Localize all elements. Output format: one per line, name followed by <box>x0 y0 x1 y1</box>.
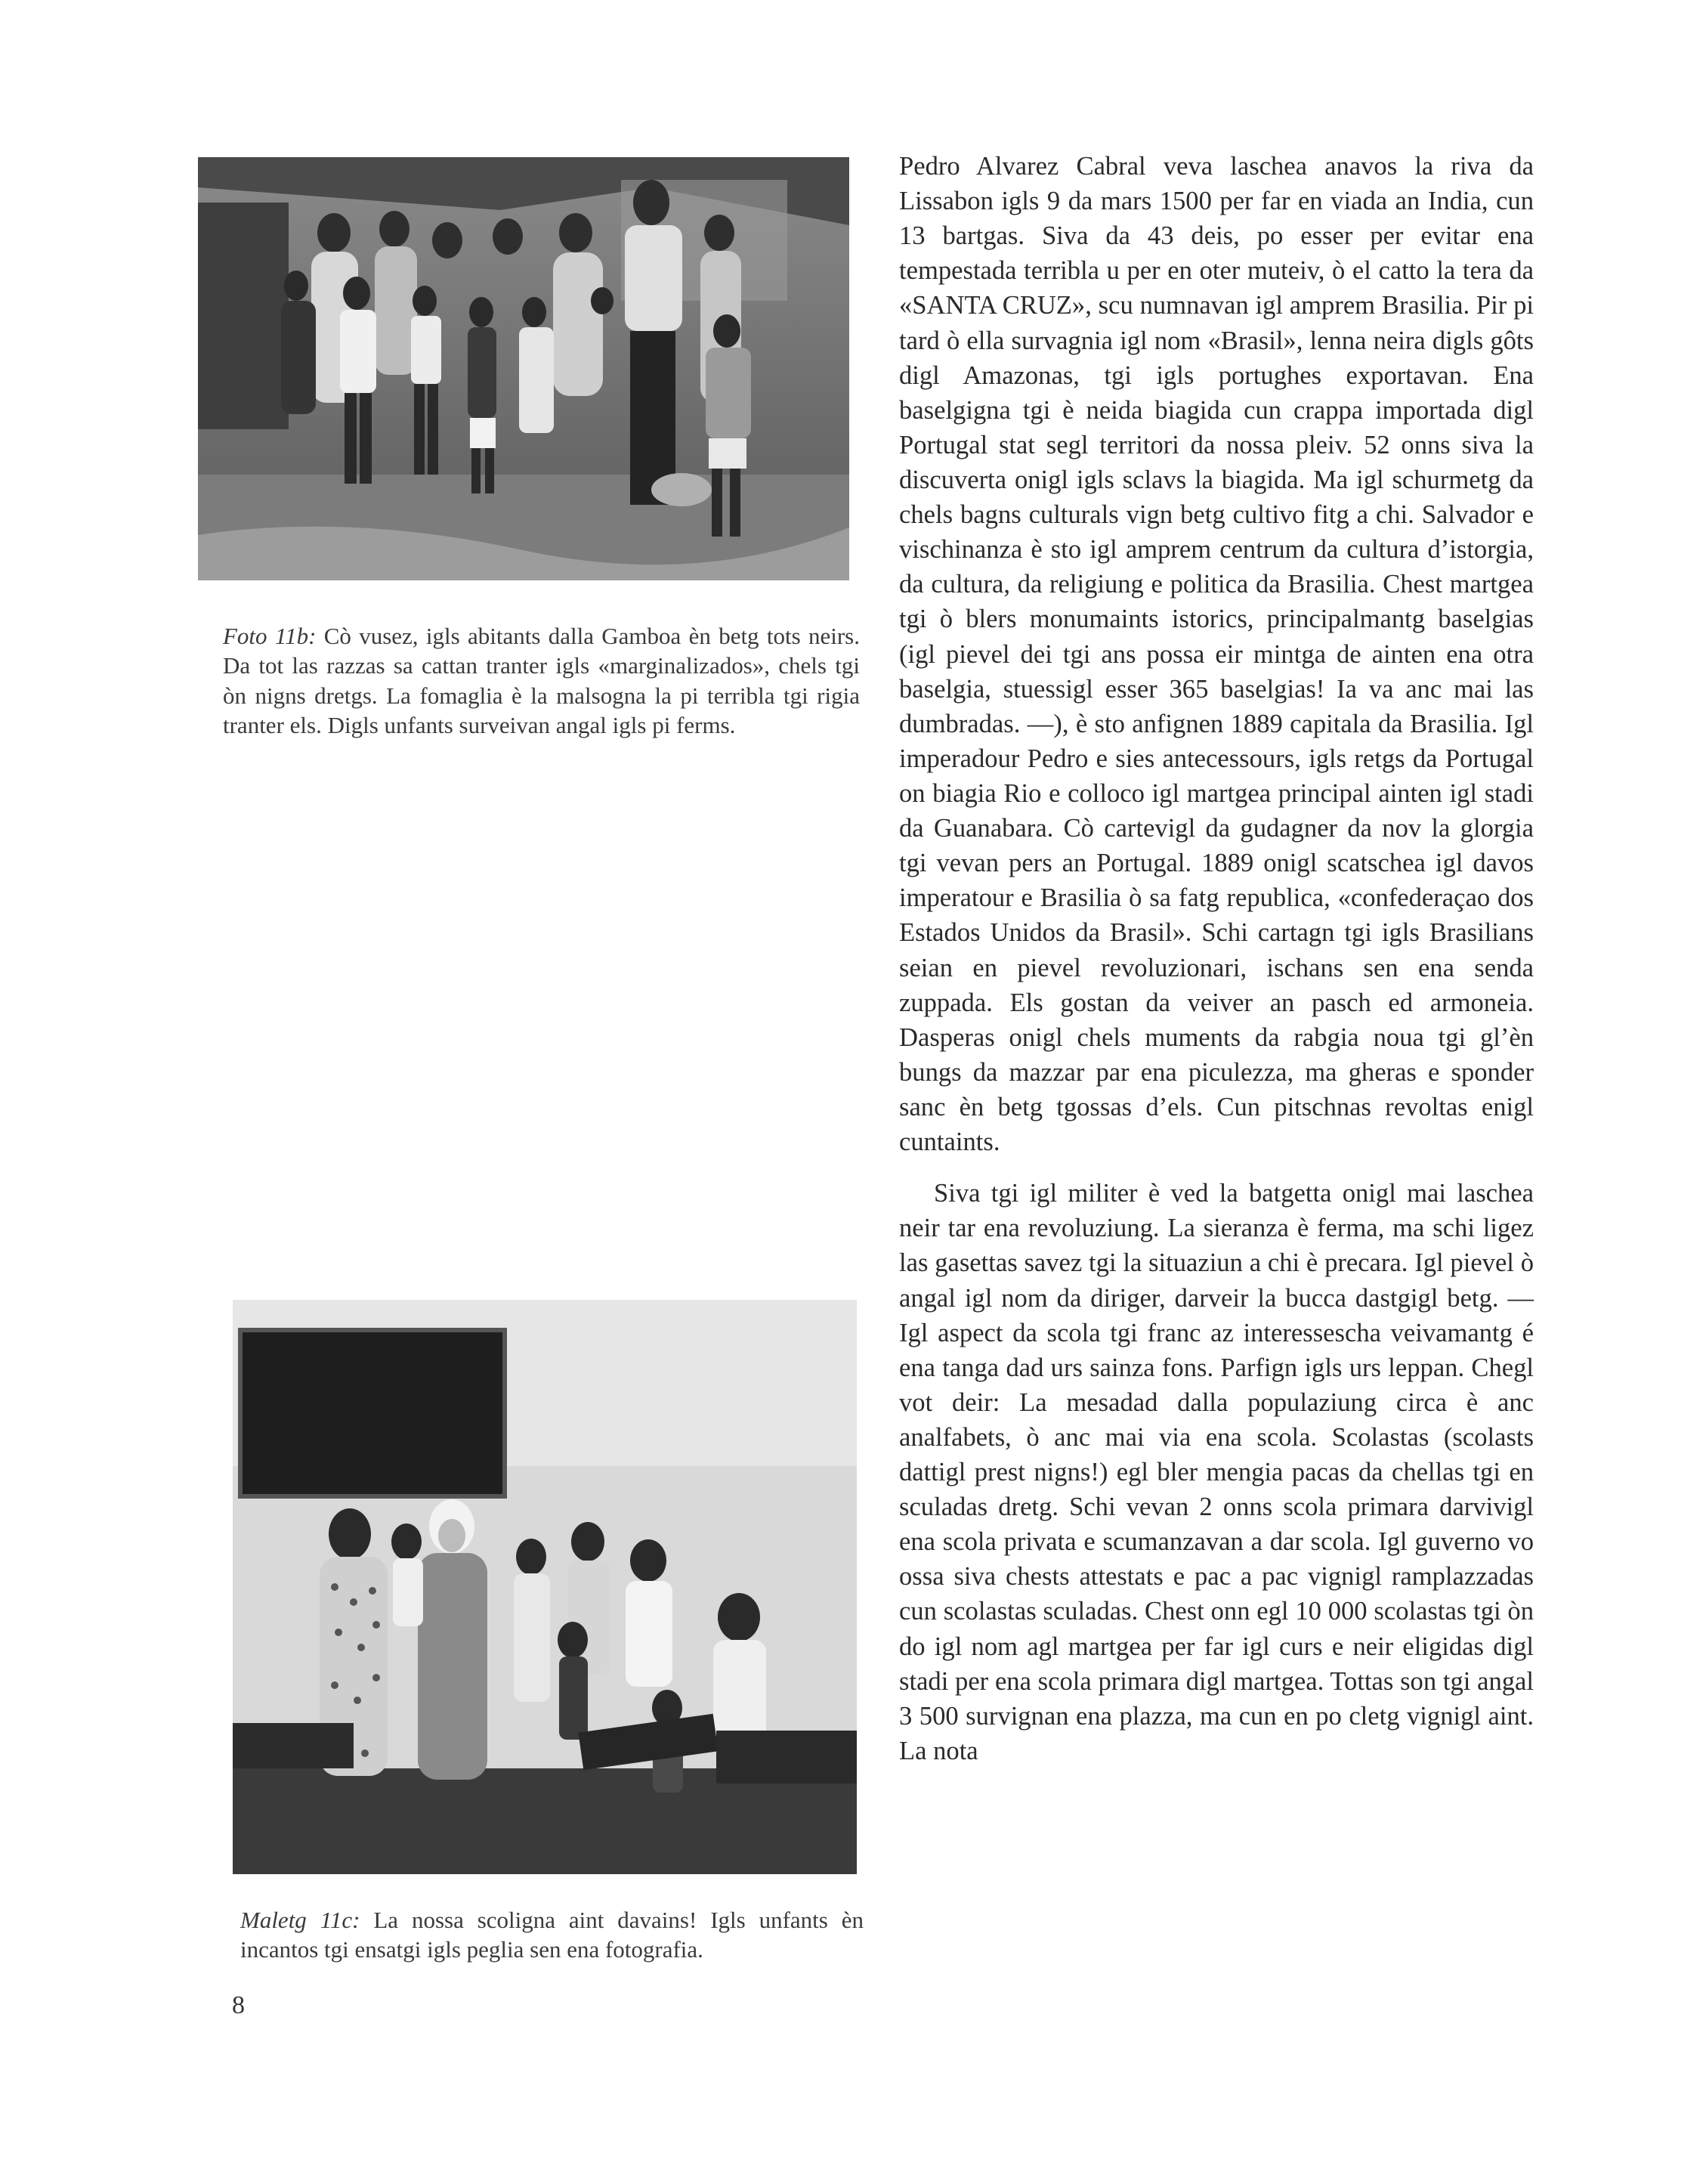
paragraph: Pedro Alvarez Cabral veva laschea anavos la riva da Lissabon igls 9 da mars 1500 per far en viada an India, cun 13 bartgas. Siva da 43 deis, po esser per evitar ena tempestada terribla u per en oter muteiv, ò el catto la tera da «SANTA CRUZ», scu numnavan igl amprem Brasilia. Pir pi tard ò ella survagnia igl nom «Brasil», lenna neira digls gôts digl Amazonas, tgi igls portughes exportavan. Ena baselgigna tgi è neida biagida cun crappa importada digl Portugal stat segl territori da nossa pleiv. 52 onns siva la discuverta onigl igls sclavs la biagida. Ma igl schurmetg da chels bagns culturals vign betg cultivo fitg a chi. Salvador e vischinanza è sto igl amprem centrum da cultura d’istorgia, da cultura, da religiung e politica da Brasilia. Chest martgea tgi ò blers monumaints istorics, principalmantg baselgias (igl pievel dei tgi ans possa eir mintga de ainten ena otra baselgia, stuessigl esser 365 baselgias! Ia va anc mai las dumbradas. —), è sto anfignen 1889 capitala da Brasilia. Igl imperadour Pedro e sies antecessours, igls retgs da Portugal on biagia Rio e colloco igl martgea principal ainten igl stadi da Guanabara. Cò cartevigl da gudagner da nov la glorgia tgi vevan pers an Portugal. 1889 onigl scatschea igl davos imperatour e Brasilia ò sa fatg republica, «confederaçao dos Estados Unidos da Brasil». Schi cartagn tgi igls Brasilians seian en pievel revoluzionari, ischans sen ena senda zuppada. Els gostan da veiver an pasch ed armoneia. Dasperas onigl chels muments da rabgia noua tgi gl’èn bungs da mazzar par ena piculezza, ma gheras e sponder sanc èn betg tgossas d’els. Cun pitschnas revoltas enigl cuntaints. <box>899 152 1534 1157</box>
photo-gamboa-group-image <box>198 157 849 580</box>
photo-gamboa-group <box>198 157 849 580</box>
caption-label: Maletg 11c: <box>240 1907 360 1933</box>
page-number: 8 <box>232 1991 245 2019</box>
caption-text: La nossa scoligna aint davains! Igls unfants èn incantos tgi ensatgi igls peglia sen ena fotografia. <box>240 1907 864 1963</box>
caption-photo-11c <box>240 1905 864 1965</box>
paragraph: Siva tgi igl militer è ved la batgetta onigl mai laschea neir tar ena revoluziung. La sieranza è ferma, ma schi ligez las gasettas savez tgi la situaziun a chi è precara. Igl pievel ò angal igl nom da diriger, darveir la bucca dastgigl betg. — Igl aspect da scola tgi franc az interessescha veivamantg é ena tanga dad urs sainza fons. Parfign igls urs leppan. Chegl vot deir: La mesadad dalla populaziung circa è anc analfabets, ò anc mai via ena scola. Scolastas (scolasts dattigl prest nigns!) egl bler mengia pacas da chellas tgi en sculadas dretg. Schi vevan 2 onns scola primara darvivigl ena scola privata e scumanzavan a dar scola. Igl guverno vo ossa siva chests attestats e pac a pac vignigl ramplazzadas cun scolastas sculadas. Chest onn egl 10 000 scolastas tgi òn do igl nom agl martgea per far igl curs e neir eligidas digl stadi per ena scola primara digl martgea. Tottas son tgi angal 3 500 survignan ena plazza, ma cun en po cletg vignigl aint. La nota <box>899 1179 1534 1765</box>
photo-school-room-image <box>233 1300 857 1874</box>
photo-school-room <box>233 1300 857 1874</box>
caption-photo-11b <box>223 621 860 740</box>
caption-label: Foto 11b: <box>223 623 317 649</box>
caption-text: Cò vusez, igls abitants dalla Gamboa èn betg tots neirs. Da tot las razzas sa cattan tranter igls «marginalizados», chels tgi òn nigns dretgs. La fomaglia è la malsogna la pi terribla tgi rigia tranter els. Digls unfants surveivan angal igls pi ferms. <box>223 623 860 739</box>
article-body <box>899 149 1534 1768</box>
